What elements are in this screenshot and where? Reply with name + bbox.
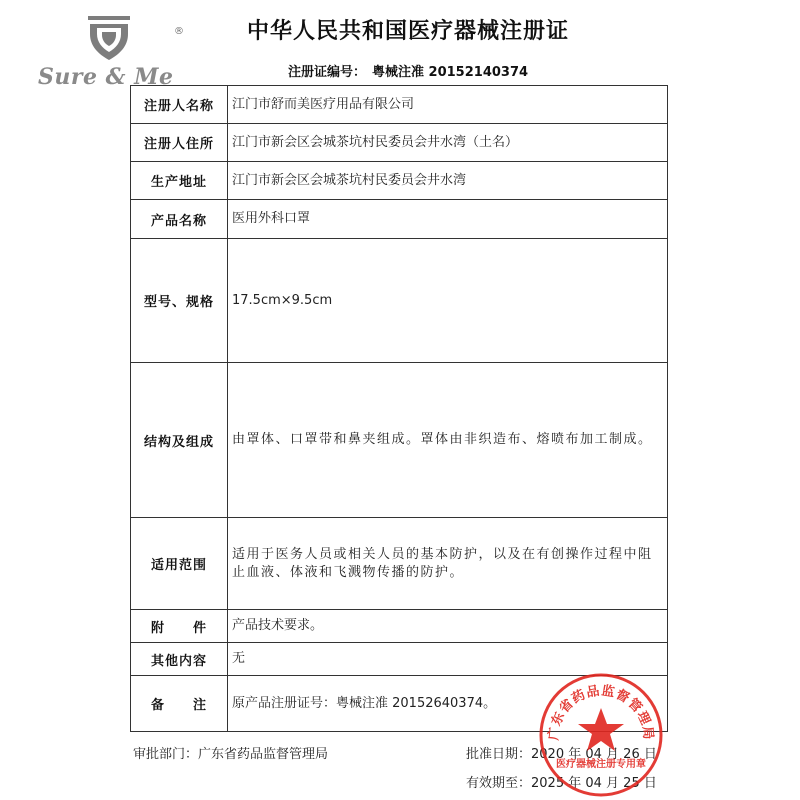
row-value: 江门市舒而美医疗用品有限公司 [228,86,668,124]
table-row [131,162,668,200]
row-value: 由罩体、口罩带和鼻夹组成。罩体由非织造布、熔喷布加工制成。 [228,363,668,518]
registration-label: 注册证编号： [288,65,367,80]
row-label: 备 注 [131,676,228,732]
row-value: 江门市新会区会城茶坑村民委员会井水湾 [228,162,668,200]
authority-label: 审批部门： [133,747,199,762]
table-row [131,363,668,518]
document-title: 中华人民共和国医疗器械注册证 [246,19,569,44]
expiry-date-label: 有效期至： [466,776,532,791]
shield-logo-icon [86,14,132,62]
expiry-date-value: 2025 年 04 月 25 日 [531,776,657,791]
approval-date-value: 2020 年 04 月 26 日 [531,747,657,762]
official-seal [536,670,666,800]
table-row [131,610,668,643]
table-row [131,239,668,363]
registration-number: 粤械注准 20152140374 [372,65,529,80]
row-value: 产品技术要求。 [228,610,668,643]
row-value: 无 [228,643,668,676]
table-row [131,200,668,239]
row-label: 适用范围 [131,518,228,610]
table-row [131,86,668,124]
approval-authority [133,743,328,762]
row-value: 原产品注册证号：粤械注准 20152640374。 [228,676,668,732]
row-value: 适用于医务人员或相关人员的基本防护，以及在有创操作过程中阻止血液、体液和飞溅物传播的防护。 [228,518,668,610]
approval-date-label: 批准日期： [466,747,532,762]
row-label: 其他内容 [131,643,228,676]
row-value: 17.5cm×9.5cm [228,239,668,363]
registered-mark: ® [174,26,184,37]
row-label: 生产地址 [131,162,228,200]
authority-name: 广东省药品监督管理局 [198,747,329,762]
row-label: 产品名称 [131,200,228,239]
row-label: 注册人名称 [131,86,228,124]
row-value: 医用外科口罩 [228,200,668,239]
star-icon [578,708,624,751]
table-row [131,124,668,162]
brand-name: Sure & Me [38,64,174,90]
seal-arc-text: 广东省药品监督管理局 [546,683,656,742]
row-label: 结构及组成 [131,363,228,518]
brand-logo [38,14,184,90]
row-label: 注册人住所 [131,124,228,162]
registration-line [288,61,534,80]
seal-subtext: 医疗器械注册专用章 [556,759,646,770]
row-label: 型号、规格 [131,239,228,363]
row-value: 江门市新会区会城茶坑村民委员会井水湾（土名） [228,124,668,162]
table-row [131,518,668,610]
certificate-table [130,85,668,732]
row-label: 附 件 [131,610,228,643]
